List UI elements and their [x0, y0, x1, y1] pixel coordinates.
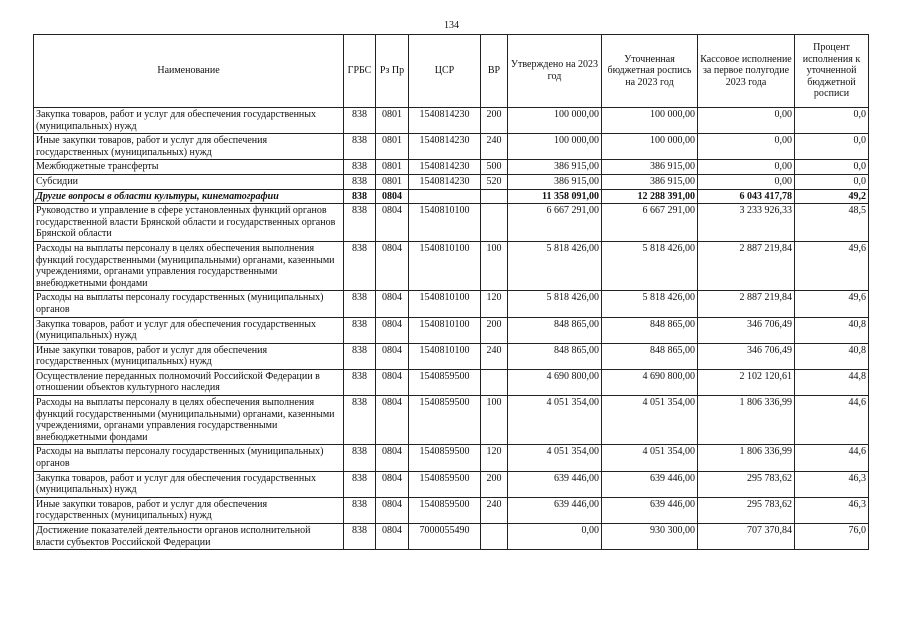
cell-grbs: 838 [344, 343, 376, 369]
cell-vr: 100 [481, 241, 508, 290]
cell-grbs: 838 [344, 174, 376, 189]
cell-rz: 0804 [376, 445, 409, 471]
cell-csr: 1540810100 [409, 317, 481, 343]
cell-rz: 0804 [376, 471, 409, 497]
cell-csr: 1540814230 [409, 108, 481, 134]
cell-grbs: 838 [344, 524, 376, 550]
cell-name: Субсидии [34, 174, 344, 189]
header-percent: Процент исполнения к уточненной бюджетной росписи [795, 35, 869, 108]
cell-refined: 639 446,00 [602, 497, 698, 523]
cell-grbs: 838 [344, 317, 376, 343]
table-row [34, 317, 869, 343]
cell-cash: 346 706,49 [698, 343, 795, 369]
cell-name: Межбюджетные трансферты [34, 160, 344, 175]
cell-rz: 0801 [376, 174, 409, 189]
cell-refined: 930 300,00 [602, 524, 698, 550]
cell-approved: 4 051 354,00 [508, 445, 602, 471]
cell-vr: 240 [481, 497, 508, 523]
table-row [34, 241, 869, 290]
cell-refined: 4 051 354,00 [602, 445, 698, 471]
table-header-row [34, 35, 869, 108]
cell-csr: 1540810100 [409, 241, 481, 290]
cell-rz: 0804 [376, 524, 409, 550]
cell-cash: 0,00 [698, 108, 795, 134]
cell-cash: 2 102 120,61 [698, 369, 795, 395]
cell-grbs: 838 [344, 497, 376, 523]
cell-refined: 5 818 426,00 [602, 241, 698, 290]
table-row [34, 134, 869, 160]
table-row [34, 369, 869, 395]
cell-csr: 1540859500 [409, 396, 481, 445]
cell-grbs: 838 [344, 291, 376, 317]
cell-percent: 0,0 [795, 160, 869, 175]
cell-grbs: 838 [344, 134, 376, 160]
cell-vr [481, 189, 508, 204]
cell-percent: 49,6 [795, 291, 869, 317]
cell-percent: 40,8 [795, 317, 869, 343]
cell-percent: 46,3 [795, 471, 869, 497]
cell-cash: 295 783,62 [698, 497, 795, 523]
cell-grbs: 838 [344, 471, 376, 497]
cell-csr: 1540814230 [409, 134, 481, 160]
cell-grbs: 838 [344, 160, 376, 175]
cell-name: Иные закупки товаров, работ и услуг для обеспечения государственных (муниципальных) нужд [34, 343, 344, 369]
cell-cash: 1 806 336,99 [698, 396, 795, 445]
cell-percent: 49,6 [795, 241, 869, 290]
cell-percent: 0,0 [795, 134, 869, 160]
cell-vr [481, 369, 508, 395]
cell-name: Закупка товаров, работ и услуг для обеспечения государственных (муниципальных) нужд [34, 471, 344, 497]
cell-csr: 1540859500 [409, 497, 481, 523]
cell-name: Иные закупки товаров, работ и услуг для обеспечения государственных (муниципальных) нужд [34, 134, 344, 160]
cell-cash: 2 887 219,84 [698, 241, 795, 290]
cell-cash: 0,00 [698, 160, 795, 175]
cell-vr: 100 [481, 396, 508, 445]
table-row [34, 445, 869, 471]
cell-rz: 0804 [376, 369, 409, 395]
header-cash: Кассовое исполнение за первое полугодие 2023 года [698, 35, 795, 108]
table-row [34, 497, 869, 523]
cell-grbs: 838 [344, 241, 376, 290]
cell-name: Достижение показателей деятельности органов исполнительной власти субъектов Российской Федерации [34, 524, 344, 550]
header-vr: ВР [481, 35, 508, 108]
cell-name: Иные закупки товаров, работ и услуг для обеспечения государственных (муниципальных) нужд [34, 497, 344, 523]
cell-approved: 639 446,00 [508, 471, 602, 497]
cell-csr [409, 189, 481, 204]
cell-percent: 40,8 [795, 343, 869, 369]
cell-percent: 0,0 [795, 108, 869, 134]
cell-percent: 44,6 [795, 396, 869, 445]
cell-refined: 100 000,00 [602, 108, 698, 134]
cell-cash: 0,00 [698, 174, 795, 189]
cell-rz: 0804 [376, 241, 409, 290]
header-name: Наименование [34, 35, 344, 108]
cell-vr: 200 [481, 317, 508, 343]
cell-approved: 848 865,00 [508, 317, 602, 343]
cell-name: Расходы на выплаты персоналу в целях обеспечения выполнения функций государственными (муниципальными) органами, казенными учреждениями, органами управления государственными внебюджетными фондами [34, 396, 344, 445]
page-number: 134 [444, 20, 459, 31]
cell-grbs: 838 [344, 445, 376, 471]
cell-grbs: 838 [344, 369, 376, 395]
cell-approved: 6 667 291,00 [508, 204, 602, 242]
cell-grbs: 838 [344, 396, 376, 445]
budget-table [33, 34, 869, 550]
cell-approved: 11 358 091,00 [508, 189, 602, 204]
cell-name: Расходы на выплаты персоналу государственных (муниципальных) органов [34, 291, 344, 317]
cell-approved: 4 051 354,00 [508, 396, 602, 445]
header-refined: Уточненная бюджетная роспись на 2023 год [602, 35, 698, 108]
table-row [34, 108, 869, 134]
table-row [34, 204, 869, 242]
cell-vr: 240 [481, 343, 508, 369]
cell-rz: 0804 [376, 204, 409, 242]
header-approved: Утверждено на 2023 год [508, 35, 602, 108]
cell-refined: 386 915,00 [602, 174, 698, 189]
cell-rz: 0804 [376, 189, 409, 204]
table-body [34, 108, 869, 550]
cell-percent: 46,3 [795, 497, 869, 523]
table-row [34, 343, 869, 369]
cell-rz: 0804 [376, 343, 409, 369]
cell-approved: 4 690 800,00 [508, 369, 602, 395]
cell-rz: 0801 [376, 108, 409, 134]
cell-csr: 1540814230 [409, 160, 481, 175]
cell-vr [481, 524, 508, 550]
cell-approved: 386 915,00 [508, 174, 602, 189]
cell-name: Расходы на выплаты персоналу в целях обеспечения выполнения функций государственными (муниципальными) органами, казенными учреждениями, органами управления государственными внебюджетными фондами [34, 241, 344, 290]
cell-name: Другие вопросы в области культуры, кинематографии [34, 189, 344, 204]
cell-vr: 500 [481, 160, 508, 175]
cell-refined: 6 667 291,00 [602, 204, 698, 242]
table-row [34, 396, 869, 445]
cell-name: Закупка товаров, работ и услуг для обеспечения государственных (муниципальных) нужд [34, 317, 344, 343]
table-row [34, 291, 869, 317]
cell-rz: 0804 [376, 396, 409, 445]
cell-percent: 76,0 [795, 524, 869, 550]
cell-csr: 1540859500 [409, 445, 481, 471]
cell-refined: 386 915,00 [602, 160, 698, 175]
cell-cash: 3 233 926,33 [698, 204, 795, 242]
cell-vr: 200 [481, 108, 508, 134]
cell-approved: 639 446,00 [508, 497, 602, 523]
cell-grbs: 838 [344, 189, 376, 204]
cell-name: Осуществление переданных полномочий Российской Федерации в отношении объектов культурного наследия [34, 369, 344, 395]
cell-refined: 4 690 800,00 [602, 369, 698, 395]
cell-cash: 2 887 219,84 [698, 291, 795, 317]
cell-grbs: 838 [344, 108, 376, 134]
cell-refined: 5 818 426,00 [602, 291, 698, 317]
cell-approved: 5 818 426,00 [508, 291, 602, 317]
cell-refined: 100 000,00 [602, 134, 698, 160]
cell-vr: 520 [481, 174, 508, 189]
cell-csr: 1540810100 [409, 291, 481, 317]
table-row [34, 160, 869, 175]
cell-refined: 639 446,00 [602, 471, 698, 497]
cell-approved: 848 865,00 [508, 343, 602, 369]
table-row [34, 471, 869, 497]
cell-rz: 0804 [376, 291, 409, 317]
cell-cash: 6 043 417,78 [698, 189, 795, 204]
cell-rz: 0804 [376, 497, 409, 523]
cell-vr: 240 [481, 134, 508, 160]
cell-approved: 100 000,00 [508, 108, 602, 134]
cell-csr: 1540859500 [409, 471, 481, 497]
cell-cash: 1 806 336,99 [698, 445, 795, 471]
cell-percent: 48,5 [795, 204, 869, 242]
cell-refined: 12 288 391,00 [602, 189, 698, 204]
cell-csr: 1540810100 [409, 343, 481, 369]
cell-approved: 386 915,00 [508, 160, 602, 175]
cell-csr: 1540859500 [409, 369, 481, 395]
cell-percent: 49,2 [795, 189, 869, 204]
cell-name: Руководство и управление в сфере установленных функций органов государственной власти Брянской области и государственных органов Брянской области [34, 204, 344, 242]
table-row [34, 174, 869, 189]
cell-vr: 120 [481, 445, 508, 471]
table-row [34, 189, 869, 204]
cell-rz: 0801 [376, 160, 409, 175]
cell-name: Закупка товаров, работ и услуг для обеспечения государственных (муниципальных) нужд [34, 108, 344, 134]
cell-csr: 1540814230 [409, 174, 481, 189]
cell-refined: 4 051 354,00 [602, 396, 698, 445]
header-csr: ЦСР [409, 35, 481, 108]
cell-percent: 44,6 [795, 445, 869, 471]
cell-cash: 707 370,84 [698, 524, 795, 550]
cell-csr: 7000055490 [409, 524, 481, 550]
cell-percent: 0,0 [795, 174, 869, 189]
cell-refined: 848 865,00 [602, 343, 698, 369]
cell-approved: 5 818 426,00 [508, 241, 602, 290]
cell-cash: 0,00 [698, 134, 795, 160]
cell-approved: 100 000,00 [508, 134, 602, 160]
cell-vr: 200 [481, 471, 508, 497]
cell-refined: 848 865,00 [602, 317, 698, 343]
cell-rz: 0801 [376, 134, 409, 160]
header-rz-pr: Рз Пр [376, 35, 409, 108]
table-row [34, 524, 869, 550]
cell-csr: 1540810100 [409, 204, 481, 242]
cell-name: Расходы на выплаты персоналу государственных (муниципальных) органов [34, 445, 344, 471]
cell-grbs: 838 [344, 204, 376, 242]
cell-cash: 346 706,49 [698, 317, 795, 343]
cell-vr [481, 204, 508, 242]
cell-cash: 295 783,62 [698, 471, 795, 497]
cell-percent: 44,8 [795, 369, 869, 395]
cell-approved: 0,00 [508, 524, 602, 550]
header-grbs: ГРБС [344, 35, 376, 108]
cell-rz: 0804 [376, 317, 409, 343]
cell-vr: 120 [481, 291, 508, 317]
